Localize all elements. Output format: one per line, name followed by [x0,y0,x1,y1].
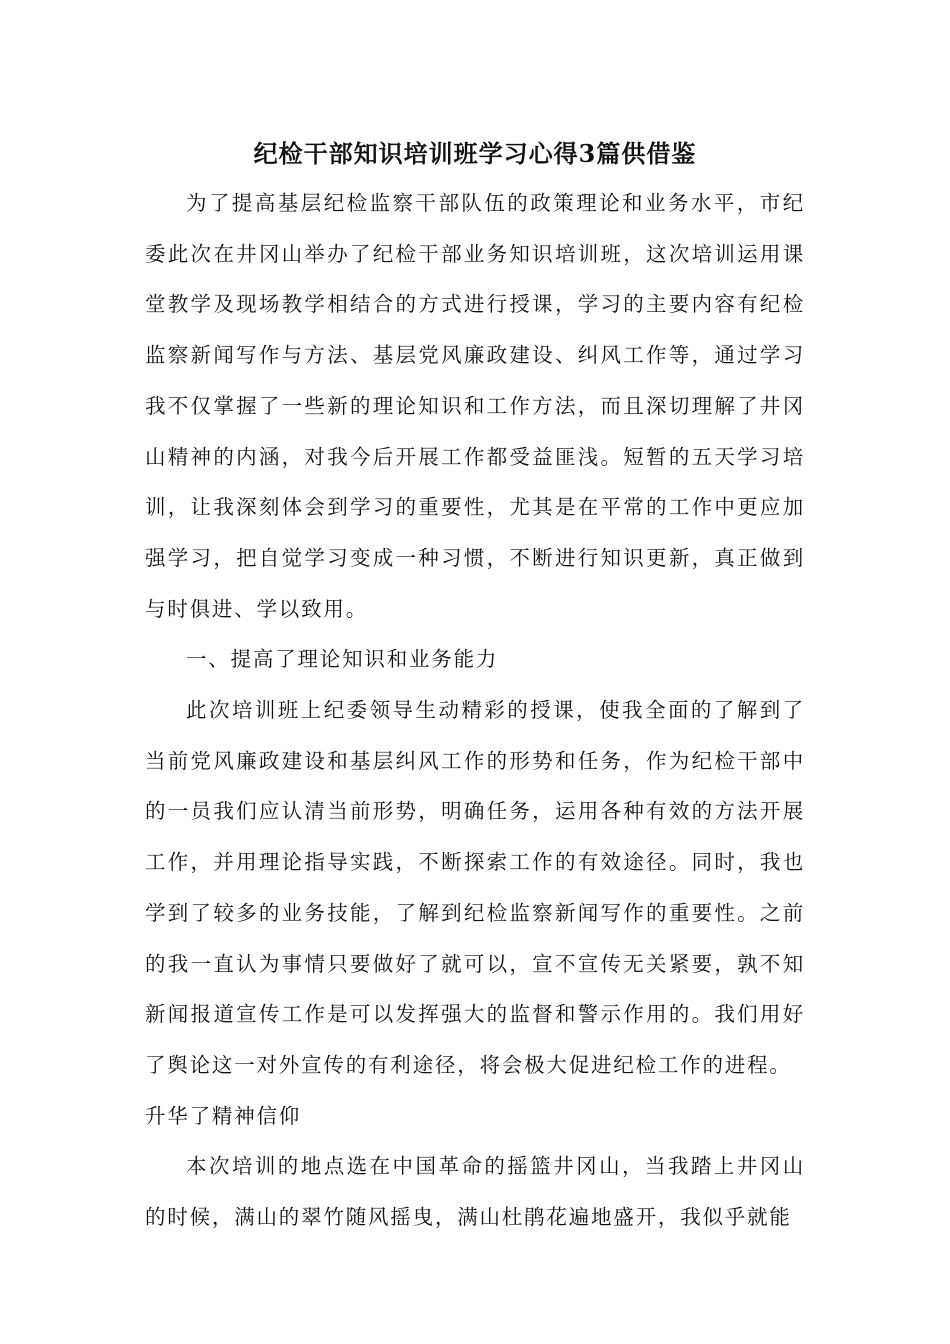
document-title: 纪检干部知识培训班学习心得3篇供借鉴 [253,139,697,168]
paragraph-section-1: 此次培训班上纪委领导生动精彩的授课，使我全面的了解到了当前党风廉政建设和基层纠风工作的形势和任务，作为纪检干部中的一员我们应认清当前形势，明确任务，运用各种有效的方法开展工作，并用理论指导实践，不断探索工作的有效途径。同时，我也学到了较多的业务技能，了解到纪检监察新闻写作的重要性。之前的我一直认为事情只要做好了就可以，宣不宣传无关紧要，孰不知新闻报道宣传工作是可以发挥强大的监督和警示作用的。我们用好了舆论这一对外宣传的有利途径，将会极大促进纪检工作的进程。 [145,698,805,1077]
document-body [145,178,805,1243]
paragraph-section-2: 本次培训的地点选在中国革命的摇篮井冈山，当我踏上井冈山的时候，满山的翠竹随风摇曳，满山杜鹃花遍地盛开，我似乎就能 [145,1154,805,1230]
section-heading-2: 升华了精神信仰 [145,1103,302,1128]
paragraph-intro: 为了提高基层纪检监察干部队伍的政策理论和业务水平，市纪委此次在井冈山举办了纪检干部业务知识培训班，这次培训运用课堂教学及现场教学相结合的方式进行授课，学习的主要内容有纪检监察新闻写作与方法、基层党风廉政建设、纠风工作等，通过学习我不仅掌握了一些新的理论知识和工作方法，而且深切理解了井冈山精神的内涵，对我今后开展工作都受益匪浅。短暂的五天学习培训，让我深刻体会到学习的重要性，尤其是在平常的工作中更应加强学习，把自觉学习变成一种习惯，不断进行知识更新，真正做到与时俱进、学以致用。 [145,191,805,621]
section-heading-1: 一、提高了理论知识和业务能力 [186,647,499,672]
